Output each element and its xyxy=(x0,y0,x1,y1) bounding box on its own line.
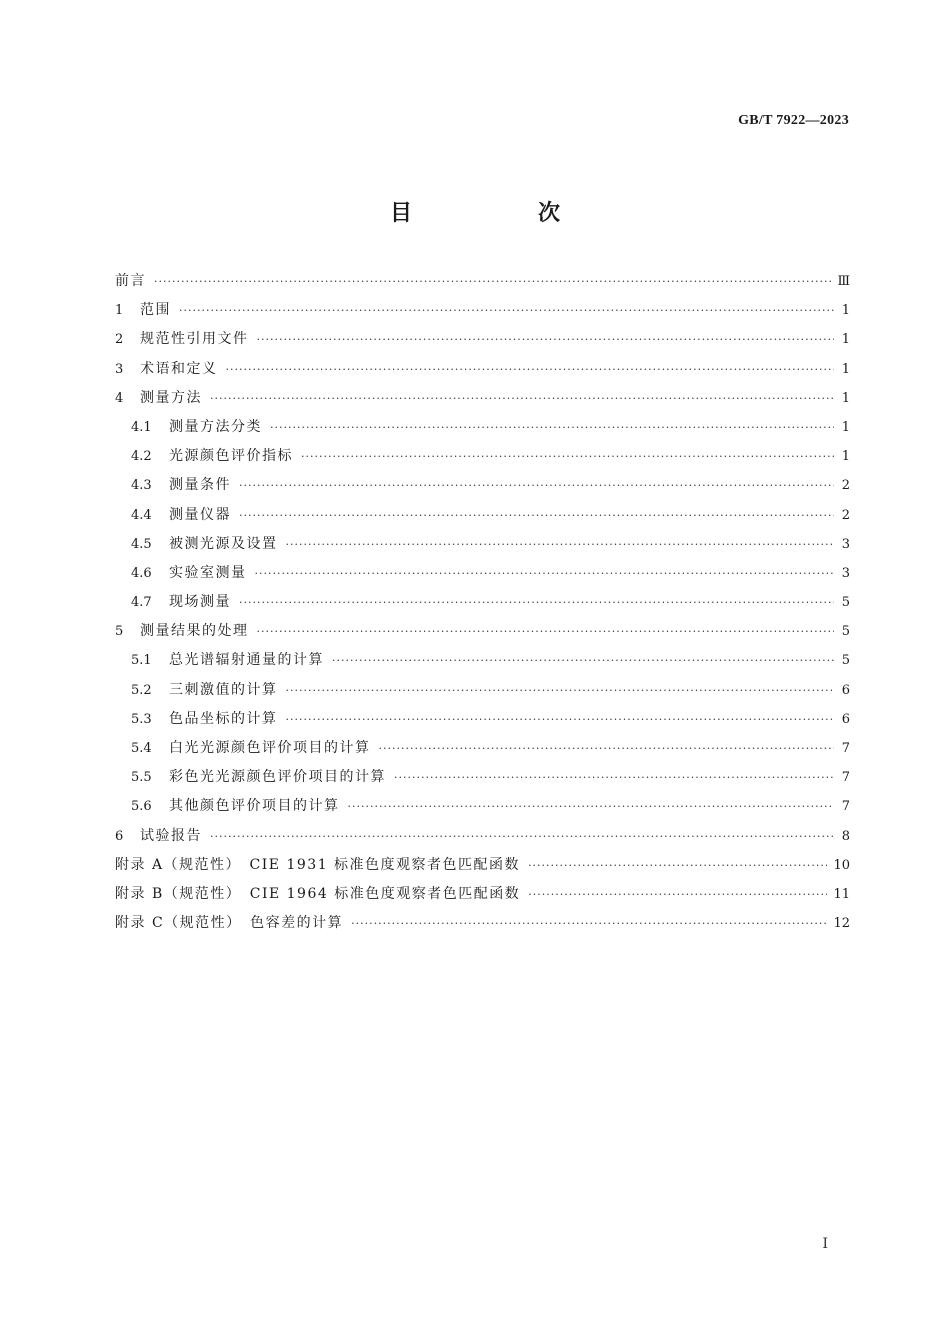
toc-leader-dots xyxy=(179,304,834,317)
toc-entry-page: 3 xyxy=(841,565,850,581)
table-of-contents xyxy=(115,270,850,941)
toc-entry-number: 5.2 xyxy=(131,682,152,698)
toc-leader-dots xyxy=(257,625,835,638)
toc-entry-label: 测量仪器 xyxy=(169,506,231,523)
toc-entry-number: 5.6 xyxy=(131,799,152,815)
toc-leader-dots xyxy=(270,421,834,434)
toc-entry[interactable] xyxy=(115,299,850,328)
toc-entry-number: 4.3 xyxy=(131,478,152,494)
toc-entry-label: 测量结果的处理 xyxy=(140,623,249,640)
toc-entry-number: 4.5 xyxy=(131,536,152,552)
toc-leader-dots xyxy=(528,888,827,901)
toc-entry-number: 3 xyxy=(115,361,124,377)
toc-entry-number: 5.5 xyxy=(131,770,152,786)
toc-entry-label: 彩色光光源颜色评价项目的计算 xyxy=(169,769,386,786)
toc-entry-page: 8 xyxy=(841,828,850,844)
toc-entry-label: 三刺激值的计算 xyxy=(169,681,278,698)
toc-entry-number: 2 xyxy=(115,332,124,348)
toc-entry-number: 6 xyxy=(115,828,124,844)
toc-entry-number: 5.1 xyxy=(131,653,152,669)
toc-leader-dots xyxy=(239,596,834,609)
toc-entry-page: 7 xyxy=(841,799,850,815)
toc-entry[interactable] xyxy=(115,825,850,854)
toc-entry-number: 4.4 xyxy=(131,507,152,523)
toc-entry[interactable] xyxy=(115,387,850,416)
toc-entry-label: 前言 xyxy=(115,273,146,289)
toc-entry-page: 1 xyxy=(841,303,850,319)
toc-entry[interactable] xyxy=(115,270,850,299)
toc-entry-label: 附录 B（规范性） CIE 1964 标准色度观察者色匹配函数 xyxy=(115,885,521,902)
toc-entry[interactable] xyxy=(115,591,850,620)
toc-entry[interactable] xyxy=(115,533,850,562)
toc-entry[interactable] xyxy=(115,708,850,737)
toc-entry-page: 5 xyxy=(841,653,850,669)
toc-leader-dots xyxy=(301,450,834,463)
toc-entry[interactable] xyxy=(115,620,850,649)
toc-entry-page: 12 xyxy=(833,916,850,932)
toc-leader-dots xyxy=(239,479,834,492)
toc-leader-dots xyxy=(255,567,835,580)
toc-entry-label: 测量条件 xyxy=(169,477,231,494)
toc-entry[interactable] xyxy=(115,474,850,503)
toc-entry-label: 测量方法 xyxy=(140,389,202,406)
toc-entry-label: 测量方法分类 xyxy=(169,418,262,435)
toc-leader-dots xyxy=(394,771,834,784)
toc-leader-dots xyxy=(528,859,827,872)
toc-entry[interactable] xyxy=(115,416,850,445)
toc-entry-label: 附录 C（规范性） 色容差的计算 xyxy=(115,915,344,932)
toc-entry-label: 规范性引用文件 xyxy=(140,331,249,348)
toc-entry[interactable] xyxy=(115,883,850,912)
toc-entry-label: 实验室测量 xyxy=(169,564,247,581)
toc-entry-number: 5 xyxy=(115,624,124,640)
toc-entry[interactable] xyxy=(115,649,850,678)
toc-entry[interactable] xyxy=(115,504,850,533)
toc-entry-page: 1 xyxy=(841,419,850,435)
standard-code: GB/T 7922—2023 xyxy=(738,113,849,128)
toc-entry-label: 试验报告 xyxy=(140,827,202,844)
toc-entry-label: 现场测量 xyxy=(169,594,231,611)
toc-entry-page: 1 xyxy=(841,390,850,406)
toc-entry[interactable] xyxy=(115,854,850,883)
toc-entry-number: 4.1 xyxy=(131,419,152,435)
toc-entry-page: 6 xyxy=(841,711,850,727)
toc-entry-label: 色品坐标的计算 xyxy=(169,710,278,727)
toc-leader-dots xyxy=(332,654,834,667)
toc-entry-label: 附录 A（规范性） CIE 1931 标准色度观察者色匹配函数 xyxy=(115,856,521,873)
toc-entry-page: 6 xyxy=(841,682,850,698)
toc-entry-page: 2 xyxy=(841,507,850,523)
toc-entry[interactable] xyxy=(115,766,850,795)
toc-title: 目 次 xyxy=(389,201,612,226)
toc-leader-dots xyxy=(210,392,834,405)
toc-entry-page: 11 xyxy=(833,886,850,902)
toc-entry-page: Ⅲ xyxy=(837,274,850,289)
toc-leader-dots xyxy=(379,742,835,755)
toc-entry-page: 5 xyxy=(841,595,850,611)
toc-leader-dots xyxy=(351,917,827,930)
toc-entry-label: 被测光源及设置 xyxy=(169,535,278,552)
toc-entry-page: 1 xyxy=(841,449,850,465)
toc-entry[interactable] xyxy=(115,358,850,387)
toc-leader-dots xyxy=(210,830,834,843)
toc-entry-page: 1 xyxy=(841,361,850,377)
toc-entry-label: 白光光源颜色评价项目的计算 xyxy=(169,740,371,756)
toc-leader-dots xyxy=(239,509,834,522)
toc-entry[interactable] xyxy=(115,679,850,708)
toc-leader-dots xyxy=(154,275,831,288)
toc-entry[interactable] xyxy=(115,795,850,824)
toc-entry-label: 光源颜色评价指标 xyxy=(169,448,293,465)
toc-entry-number: 4.7 xyxy=(131,595,152,611)
toc-entry[interactable] xyxy=(115,912,850,941)
toc-leader-dots xyxy=(257,333,835,346)
toc-leader-dots xyxy=(286,538,835,551)
toc-entry-label: 范围 xyxy=(140,302,171,319)
toc-entry[interactable] xyxy=(115,445,850,474)
toc-entry[interactable] xyxy=(115,328,850,357)
toc-entry-page: 3 xyxy=(841,536,850,552)
toc-entry-page: 2 xyxy=(841,478,850,494)
toc-entry-label: 总光谱辐射通量的计算 xyxy=(169,652,324,669)
toc-entry-label: 其他颜色评价项目的计算 xyxy=(169,798,340,815)
toc-entry-number: 4.2 xyxy=(131,449,152,465)
toc-entry-number: 4 xyxy=(115,390,124,406)
toc-leader-dots xyxy=(286,713,835,726)
toc-leader-dots xyxy=(226,363,835,376)
toc-entry-page: 1 xyxy=(841,332,850,348)
toc-entry-number: 5.3 xyxy=(131,711,152,727)
toc-entry-page: 7 xyxy=(841,741,850,756)
toc-entry-page: 5 xyxy=(841,624,850,640)
toc-entry-page: 7 xyxy=(841,770,850,786)
toc-entry-number: 1 xyxy=(115,303,124,319)
page-number: I xyxy=(822,1236,828,1252)
toc-leader-dots xyxy=(348,800,835,813)
toc-entry-number: 5.4 xyxy=(131,741,152,756)
toc-leader-dots xyxy=(286,684,835,697)
toc-entry-page: 10 xyxy=(833,857,850,873)
toc-entry-label: 术语和定义 xyxy=(140,360,218,377)
toc-entry[interactable] xyxy=(115,737,850,766)
toc-entry[interactable] xyxy=(115,562,850,591)
toc-entry-number: 4.6 xyxy=(131,565,152,581)
